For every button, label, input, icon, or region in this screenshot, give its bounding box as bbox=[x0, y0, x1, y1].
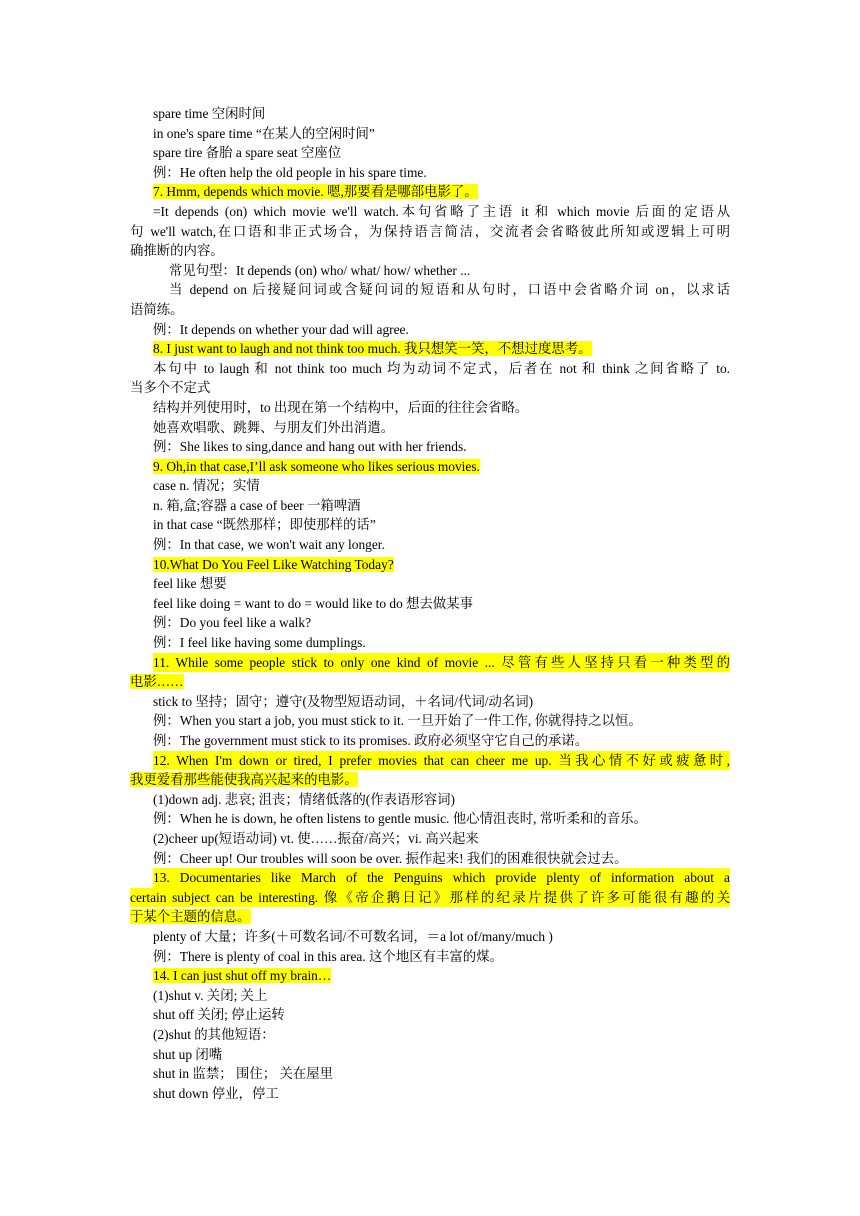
line-text: 于某个主题的信息。 bbox=[130, 909, 251, 925]
text-line bbox=[130, 829, 730, 849]
line-text: (2)shut 的其他短语： bbox=[153, 1026, 275, 1042]
text-line bbox=[130, 613, 730, 633]
line-text: (1)shut v. 关闭; 关上 bbox=[153, 987, 268, 1003]
line-text: 例：Do you feel like a walk? bbox=[153, 615, 312, 631]
line-text: 9. Oh,in that case,I’ll ask someone who likes serious movies. bbox=[153, 458, 480, 474]
text-line bbox=[130, 222, 730, 242]
text-line bbox=[130, 711, 730, 731]
line-text: 例：Cheer up! Our troubles will soon be over. 振作起来! 我们的困难很快就会过去。 bbox=[153, 850, 628, 866]
line-text: 例：When you start a job, you must stick to it. 一旦开始了一件工作, 你就得持之以恒。 bbox=[153, 713, 642, 729]
document-body bbox=[130, 104, 730, 1103]
line-text: 例：The government must stick to its promises. 政府必须坚守它自己的承诺。 bbox=[153, 733, 589, 748]
text-line bbox=[130, 731, 730, 751]
line-text: 14. I can just shut off my brain… bbox=[153, 968, 332, 984]
line-text: shut off 关闭; 停止运转 bbox=[153, 1007, 285, 1023]
text-line bbox=[130, 104, 730, 124]
text-line bbox=[130, 124, 730, 144]
line-text: 我更爱看那些能使我高兴起来的电影。 bbox=[130, 772, 358, 788]
highlighted-line bbox=[130, 653, 730, 673]
line-text: shut down 停业，停工 bbox=[153, 1085, 279, 1101]
highlighted-line bbox=[130, 751, 730, 771]
line-text: n. 箱,盒;容器 a case of beer 一箱啤酒 bbox=[153, 497, 361, 513]
highlighted-line bbox=[130, 672, 730, 692]
text-line bbox=[130, 378, 730, 398]
text-line bbox=[130, 143, 730, 163]
line-text: 例：It depends on whether your dad will agree. bbox=[153, 321, 409, 337]
line-text: 句 we'll watch,在口语和非正式场合，为保持语言简洁，交流者会省略彼此所知或逻辑上可明 bbox=[130, 223, 730, 239]
line-text: (2)cheer up(短语动词) vt. 使……振奋/高兴；vi. 高兴起来 bbox=[153, 830, 479, 846]
highlighted-line bbox=[130, 555, 730, 575]
text-line bbox=[130, 202, 730, 222]
text-line bbox=[130, 1025, 730, 1045]
text-line bbox=[130, 692, 730, 712]
highlighted-line bbox=[130, 770, 730, 790]
text-line bbox=[130, 418, 730, 438]
line-text: 例：There is plenty of coal in this area. 这个地区有丰富的煤。 bbox=[153, 948, 503, 964]
highlighted-line bbox=[130, 339, 730, 359]
text-line bbox=[130, 476, 730, 496]
line-text: 常见句型：It depends (on) who/ what/ how/ whether ... bbox=[169, 262, 471, 278]
text-line bbox=[130, 496, 730, 516]
text-line bbox=[130, 574, 730, 594]
highlighted-line bbox=[130, 182, 730, 202]
text-line bbox=[130, 261, 730, 281]
text-line bbox=[130, 849, 730, 869]
line-text: 确推断的内容。 bbox=[130, 243, 224, 259]
line-text: 8. I just want to laugh and not think too much. 我只想笑一笑，不想过度思考。 bbox=[153, 341, 592, 357]
highlighted-line bbox=[130, 907, 730, 927]
line-text: stick to 坚持；固守；遵守(及物型短语动词，＋名词/代词/动名词) bbox=[153, 693, 534, 709]
line-text: shut up 闭嘴 bbox=[153, 1046, 223, 1062]
line-text: shut in 监禁； 围住； 关在屋里 bbox=[153, 1066, 334, 1082]
text-line bbox=[130, 986, 730, 1006]
text-line bbox=[130, 594, 730, 614]
text-line bbox=[130, 437, 730, 457]
line-text: 结构并列使用时，to 出现在第一个结构中，后面的往往会省略。 bbox=[153, 399, 529, 415]
line-text: 10.What Do You Feel Like Watching Today? bbox=[153, 556, 394, 572]
text-line bbox=[130, 241, 730, 261]
line-text: 当 depend on 后接疑问词或含疑问词的短语和从句时，口语中会省略介词 on，以求话 bbox=[169, 282, 730, 298]
line-text: 她喜欢唱歌、跳舞、与朋友们外出消遣。 bbox=[153, 419, 395, 435]
text-line bbox=[130, 515, 730, 535]
highlighted-line bbox=[130, 868, 730, 888]
line-text: feel like doing = want to do = would like to do 想去做某事 bbox=[153, 595, 474, 611]
text-line bbox=[130, 163, 730, 183]
line-text: 13. Documentaries like March of the Penguins which provide plenty of information about a bbox=[153, 868, 730, 888]
line-text: spare time 空闲时间 bbox=[153, 106, 266, 121]
text-line bbox=[130, 280, 730, 300]
line-text: 本句中 to laugh 和 not think too much 均为动词不定式，后者在 not 和 think 之间省略了 to. bbox=[153, 360, 730, 376]
text-line bbox=[130, 633, 730, 653]
text-line bbox=[130, 790, 730, 810]
line-text: (1)down adj. 悲哀; 沮丧；情绪低落的(作表语形容词) bbox=[153, 791, 456, 807]
line-text: 例：She likes to sing,dance and hang out with her friends. bbox=[153, 439, 467, 455]
highlighted-line bbox=[130, 457, 730, 477]
text-line bbox=[130, 1064, 730, 1084]
text-line bbox=[130, 927, 730, 947]
line-text: 电影…… bbox=[130, 674, 184, 690]
line-text: 当多个不定式 bbox=[130, 380, 211, 396]
text-line bbox=[130, 947, 730, 967]
line-text: case n. 情况；实情 bbox=[153, 478, 260, 494]
line-text: feel like 想要 bbox=[153, 576, 227, 592]
line-text: 12. When I'm down or tired, I prefer movies that can cheer me up. 当我心情不好或疲惫时, bbox=[153, 751, 730, 771]
line-text: plenty of 大量；许多(＋可数名词/不可数名词，＝a lot of/many/much ) bbox=[153, 928, 553, 944]
line-text: 语简练。 bbox=[130, 301, 184, 317]
text-line bbox=[130, 1045, 730, 1065]
text-line bbox=[130, 1005, 730, 1025]
text-line bbox=[130, 1084, 730, 1104]
highlighted-line bbox=[130, 966, 730, 986]
text-line bbox=[130, 535, 730, 555]
line-text: 例：In that case, we won't wait any longer. bbox=[153, 537, 385, 553]
text-line bbox=[130, 320, 730, 340]
highlighted-line bbox=[130, 888, 730, 908]
text-line bbox=[130, 300, 730, 320]
text-line bbox=[130, 809, 730, 829]
text-line bbox=[130, 398, 730, 418]
line-text: certain subject can be interesting. 像《帝企鹅日记》那样的纪录片提供了许多可能很有趣的关 bbox=[130, 888, 730, 908]
line-text: 11. While some people stick to only one kind of movie ... 尽管有些人坚持只看一种类型的 bbox=[153, 653, 730, 673]
line-text: 例：I feel like having some dumplings. bbox=[153, 635, 366, 651]
line-text: in that case “既然那样；即使那样的话” bbox=[153, 517, 376, 533]
line-text: in one's spare time “在某人的空闲时间” bbox=[153, 125, 375, 141]
line-text: spare tire 备胎 a spare seat 空座位 bbox=[153, 145, 342, 161]
line-text: 7. Hmm, depends which movie. 嗯,那要看是哪部电影了。 bbox=[153, 184, 478, 200]
line-text: 例：He often help the old people in his spare time. bbox=[153, 164, 427, 180]
line-text: 例：When he is down, he often listens to gentle music. 他心情沮丧时, 常听柔和的音乐。 bbox=[153, 811, 647, 827]
line-text: =It depends (on) which movie we'll watch.本句省略了主语 it 和 which movie 后面的定语从 bbox=[153, 203, 730, 219]
text-line bbox=[130, 359, 730, 379]
